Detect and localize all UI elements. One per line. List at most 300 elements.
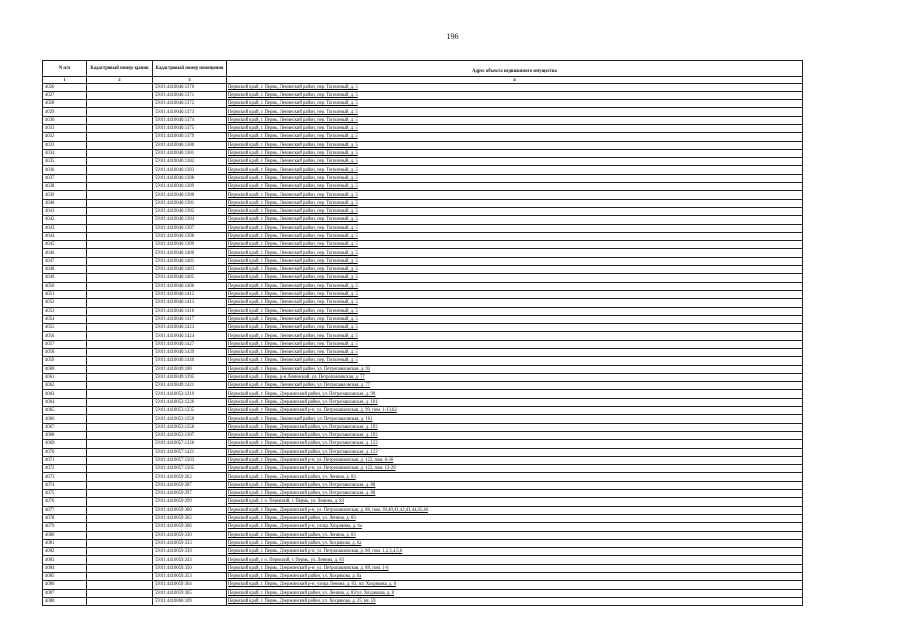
row-number: 4034 <box>43 149 87 157</box>
row-cad-building <box>87 141 153 149</box>
row-address: Пермский край, г. Пермь, Ленинский район, пер. Тополевый, д. 5 <box>228 142 358 148</box>
row-cad-room: 59:01:4410046:1383 <box>153 166 227 174</box>
row-cad-building <box>87 91 153 99</box>
row-cad-room: 59:01:4410046:1413 <box>153 299 227 307</box>
row-address: Пермский край, г. Пермь, Ленинский район, ул. Петропавловская, д. 77 <box>228 383 371 389</box>
row-number: 4060 <box>43 365 87 373</box>
row-cad-building <box>87 573 153 581</box>
row-cad-room: 59:01:4410046:1380 <box>153 141 227 149</box>
row-cad-building <box>87 514 153 522</box>
row-address-cell <box>227 149 803 157</box>
row-number: 4055 <box>43 324 87 332</box>
row-address-cell <box>227 514 803 522</box>
row-number: 4029 <box>43 108 87 116</box>
row-cad-building <box>87 149 153 157</box>
row-address-cell <box>227 332 803 340</box>
row-address-cell <box>227 465 803 473</box>
row-cad-room: 59:01:4410046:1424 <box>153 332 227 340</box>
table-row <box>43 290 803 298</box>
row-address: Пермский край, г. Пермь, Ленинский район, пер. Тополевый, д. 5 <box>228 92 358 98</box>
row-address-cell <box>227 83 803 91</box>
row-address: Пермский край, г. Пермь, Ленинский район, пер. Тополевый, д. 5 <box>228 151 358 157</box>
row-cad-building <box>87 108 153 116</box>
table-row <box>43 514 803 522</box>
row-cad-building <box>87 224 153 232</box>
table-row <box>43 490 803 498</box>
row-number: 4026 <box>43 83 87 91</box>
row-cad-building <box>87 266 153 274</box>
row-address-cell <box>227 224 803 232</box>
row-address: Пермский край, г. Пермь, Ленинский район, пер. Тополевый, д. 5 <box>228 350 358 356</box>
row-cad-room: 59:01:4410057:1421 <box>153 448 227 456</box>
row-cad-building <box>87 456 153 464</box>
row-cad-building <box>87 274 153 282</box>
row-address: Пермский край, г. Пермь, Ленинский район, пер. Тополевый, д. 5 <box>228 300 358 306</box>
row-cad-room: 59:01:4410046:1401 <box>153 257 227 265</box>
col-number-3: 3 <box>153 77 227 84</box>
row-number: 4031 <box>43 124 87 132</box>
row-address-cell <box>227 440 803 448</box>
row-number: 4072 <box>43 465 87 473</box>
table-row <box>43 207 803 215</box>
row-address: Пермский край, г. Пермь, Ленинский район, пер. Тополевый, д. 5 <box>228 292 358 298</box>
header-num: N п/п <box>43 61 87 77</box>
row-cad-room: 59:01:4410046:1389 <box>153 183 227 191</box>
table-row <box>43 149 803 157</box>
row-cad-room: 59:01:4410046:1390 <box>153 191 227 199</box>
row-address: Пермский край, г. Пермь, Ленинский район, пер. Тополевый, д. 5 <box>228 283 358 289</box>
table-row <box>43 166 803 174</box>
row-cad-room: 59:01:4410057:1326 <box>153 440 227 448</box>
row-address-cell <box>227 290 803 298</box>
row-cad-room: 59:01:4410053:1307 <box>153 431 227 439</box>
row-number: 4032 <box>43 133 87 141</box>
row-address-cell <box>227 506 803 514</box>
row-address: Пермский край, г. Пермь, Дзержинский р-н, ул. Петропавловская, д. 88, пом. 1-6 <box>228 565 389 571</box>
row-number: 4063 <box>43 390 87 398</box>
col-number-2: 2 <box>87 77 153 84</box>
row-number: 4062 <box>43 382 87 390</box>
row-number: 4066 <box>43 415 87 423</box>
row-cad-room: 59:01:4410059:306 <box>153 523 227 531</box>
table-row <box>43 440 803 448</box>
row-address: Пермский край, г. Пермь, Дзержинский р-н, ул. Петропавловская, д. 88, пом. 1,2,3,4,5,6 <box>228 549 403 555</box>
row-address: Пермский край, г. Пермь, Дзержинский район, ул. Петропавловская, д. 88 <box>228 491 376 497</box>
row-address: Пермский край, г. Пермь, Дзержинский р-н, улица Ленина, д. 83, пл. Хохрякова, д. 8 <box>228 582 396 588</box>
row-address-cell <box>227 266 803 274</box>
table-header <box>43 61 803 84</box>
table-row <box>43 274 803 282</box>
row-number: 4036 <box>43 166 87 174</box>
row-number: 4082 <box>43 548 87 556</box>
row-address-cell <box>227 498 803 506</box>
row-cad-room: 59:01:4410059:365 <box>153 589 227 597</box>
row-address-cell <box>227 481 803 489</box>
row-cad-building <box>87 216 153 224</box>
row-address: Пермский край, г. Пермь, Дзержинский район, ул. Ленина, д. 83 <box>228 474 356 480</box>
row-number: 4054 <box>43 315 87 323</box>
row-address-cell <box>227 556 803 564</box>
row-cad-room: 59:01:4410053:1256 <box>153 423 227 431</box>
row-number: 4067 <box>43 423 87 431</box>
row-address-cell <box>227 365 803 373</box>
row-number: 4070 <box>43 448 87 456</box>
row-address: Пермский край, г. Пермь, Ленинский район, пер. Тополевый, д. 5 <box>228 333 358 339</box>
row-address-cell <box>227 324 803 332</box>
row-address: Пермский край, г. Пермь, Ленинский район, пер. Тополевый, д. 5 <box>228 233 358 239</box>
table-row <box>43 340 803 348</box>
table-row <box>43 141 803 149</box>
row-number: 4051 <box>43 290 87 298</box>
row-address: Пермский край, г. Пермь, Ленинский район, пер. Тополевый, д. 5 <box>228 84 358 90</box>
row-number: 4071 <box>43 456 87 464</box>
row-number: 4045 <box>43 241 87 249</box>
row-address: Пермский край, г. Пермь, Дзержинский р-н, ул. Петропавловская, д. 99, пом. 1-13,62 <box>228 408 397 414</box>
row-address: Пермский край, г. Пермь, Ленинский район, пер. Тополевый, д. 5 <box>228 192 358 198</box>
table-row <box>43 456 803 464</box>
row-cad-building <box>87 249 153 257</box>
row-address-cell <box>227 274 803 282</box>
row-number: 4041 <box>43 207 87 215</box>
table-row <box>43 349 803 357</box>
row-cad-building <box>87 398 153 406</box>
row-address-cell <box>227 539 803 547</box>
row-cad-room: 59:01:4410053:1250 <box>153 415 227 423</box>
row-cad-room: 59:01:4410046:1382 <box>153 158 227 166</box>
row-number: 4053 <box>43 307 87 315</box>
row-address-cell <box>227 174 803 182</box>
row-cad-room: 59:01:4410060:109 <box>153 597 227 605</box>
row-number: 4073 <box>43 473 87 481</box>
row-cad-room: 59:01:4410049:1395 <box>153 373 227 381</box>
row-address-cell <box>227 299 803 307</box>
row-address-cell <box>227 199 803 207</box>
row-cad-building <box>87 116 153 124</box>
row-address-cell <box>227 415 803 423</box>
row-cad-room: 59:01:4410053:1235 <box>153 407 227 415</box>
table-row <box>43 133 803 141</box>
table-row <box>43 431 803 439</box>
row-cad-room: 59:01:4410046:1391 <box>153 199 227 207</box>
row-address-cell <box>227 108 803 116</box>
row-cad-building <box>87 481 153 489</box>
table-row <box>43 506 803 514</box>
row-cad-room: 59:01:4410059:364 <box>153 581 227 589</box>
col-number-4: 4 <box>227 77 803 84</box>
row-address-cell <box>227 581 803 589</box>
row-address: Пермский край, г. Пермь, Дзержинский р-н, улица Хохрякова, д. 6а <box>228 524 362 530</box>
row-cad-building <box>87 199 153 207</box>
row-address: Пермский край, г. Пермь, Дзержинский район, ул. Хохрякова, д. 6а <box>228 574 362 580</box>
row-address-cell <box>227 307 803 315</box>
row-address-cell <box>227 183 803 191</box>
table-row <box>43 365 803 373</box>
row-address: Пермский край, г. Пермь, Дзержинский район, ул. Петропавловская, д. 123 <box>228 449 378 455</box>
row-address-cell <box>227 116 803 124</box>
row-number: 4043 <box>43 224 87 232</box>
row-address: Пермский край, г. Пермь, Ленинский район, пер. Тополевый, д. 5 <box>228 258 358 264</box>
row-address: Пермский край, г. Пермь, Дзержинский район, ул. Ленина, д. 83 <box>228 532 356 538</box>
row-number: 4040 <box>43 199 87 207</box>
row-address-cell <box>227 340 803 348</box>
row-cad-building <box>87 241 153 249</box>
row-address-cell <box>227 216 803 224</box>
row-address: Пермский край, г. Пермь, Ленинский район, пер. Тополевый, д. 5 <box>228 200 358 206</box>
table-row <box>43 423 803 431</box>
row-number: 4084 <box>43 564 87 572</box>
row-address-cell <box>227 357 803 365</box>
row-number: 4046 <box>43 249 87 257</box>
row-cad-room: 59:01:4410046:1374 <box>153 116 227 124</box>
row-address-cell <box>227 141 803 149</box>
row-address: Пермский край, г. Пермь, Дзержинский район, ул. Хохрякова, д. 25, кв. 59 <box>228 599 376 605</box>
row-address: Пермский край, г. Пермь, Дзержинский район, ул. Ленина, д. 83 <box>228 516 356 522</box>
row-number: 4028 <box>43 100 87 108</box>
table-row <box>43 282 803 290</box>
row-cad-room: 59:01:4410059:353 <box>153 573 227 581</box>
row-address-cell <box>227 166 803 174</box>
row-address-cell <box>227 390 803 398</box>
row-address: Пермский край, г. Пермь, Ленинский район, пер. Тополевый, д. 5 <box>228 316 358 322</box>
row-number: 4068 <box>43 431 87 439</box>
row-cad-room: 59:01:4410049:108 <box>153 365 227 373</box>
table-row <box>43 158 803 166</box>
row-address: Пермский край, г. Пермь, Ленинский район, пер. Тополевый, д. 5 <box>228 134 358 140</box>
row-cad-building <box>87 299 153 307</box>
row-address: Пермский край, г. Пермь, Ленинский район, пер. Тополевый, д. 5 <box>228 225 358 231</box>
row-address-cell <box>227 382 803 390</box>
row-cad-building <box>87 183 153 191</box>
header-cad-building: Кадастровый номер здания <box>87 61 153 77</box>
row-cad-building <box>87 207 153 215</box>
row-address: Пермский край, г. Пермь, Дзержинский район, ул. Петропавловская, д. 103 <box>228 433 378 439</box>
table-row <box>43 299 803 307</box>
row-cad-building <box>87 166 153 174</box>
row-cad-room: 59:01:4410059:343 <box>153 556 227 564</box>
table-row <box>43 224 803 232</box>
row-number: 4078 <box>43 514 87 522</box>
row-cad-room: 59:01:4410046:1412 <box>153 290 227 298</box>
row-cad-room: 59:01:4410046:1427 <box>153 340 227 348</box>
row-address: Пермский край, г. Пермь, Дзержинский р-н, ул. Петропавловская, д. 123, пом. 6-30 <box>228 458 394 463</box>
row-address: Пермский край, г. Пермь, Дзержинский район, ул. Петропавловская, д. 99 <box>228 391 376 397</box>
table-row <box>43 315 803 323</box>
header-cad-room: Кадастровый номер помещения <box>153 61 227 77</box>
row-cad-building <box>87 589 153 597</box>
row-address: Пермский край, г. Пермь, Ленинский район, пер. Тополевый, д. 5 <box>228 250 358 256</box>
row-number: 4052 <box>43 299 87 307</box>
row-number: 4088 <box>43 597 87 605</box>
row-address: Пермский край, г. Пермь, Дзержинский район, ул. Петропавловская, д. 101 <box>228 399 378 405</box>
row-number: 4044 <box>43 232 87 240</box>
row-address-cell <box>227 407 803 415</box>
table-row <box>43 116 803 124</box>
table-row <box>43 556 803 564</box>
row-address-cell <box>227 448 803 456</box>
row-cad-building <box>87 506 153 514</box>
table-row <box>43 266 803 274</box>
row-number: 4079 <box>43 523 87 531</box>
row-address-cell <box>227 232 803 240</box>
table-row <box>43 548 803 556</box>
row-cad-room: 59:01:4410046:1379 <box>153 133 227 141</box>
row-address: Пермский край, г. Пермь, Ленинский район, пер. Тополевый, д. 5 <box>228 109 358 115</box>
row-cad-room: 59:01:4410046:1394 <box>153 216 227 224</box>
row-address: Пермский край, г. Пермь, Дзержинский р-н, ул. Петропавловская, д. 88, пом. 39,40,41,42,43,44,45,46 <box>228 507 428 513</box>
table-row <box>43 332 803 340</box>
row-cad-building <box>87 340 153 348</box>
row-address-cell <box>227 207 803 215</box>
row-address: Пермский край, г. Пермь, Ленинский район, пер. Тополевый, д. 5 <box>228 358 358 364</box>
row-cad-room: 59:01:4410046:1371 <box>153 91 227 99</box>
property-register-sheet <box>42 60 802 606</box>
table-row <box>43 241 803 249</box>
row-cad-building <box>87 382 153 390</box>
row-cad-building <box>87 539 153 547</box>
row-address: Пермский край, г. Пермь, р-н Ленинский, ул. Петропавловская, д. 77 <box>228 375 365 381</box>
row-address: Пермский край, г. Пермь, Дзержинский район, ул. Хохрякова, д. 6а <box>228 540 362 546</box>
row-address-cell <box>227 473 803 481</box>
row-number: 4065 <box>43 407 87 415</box>
row-address-cell <box>227 315 803 323</box>
row-cad-room: 59:01:4410059:297 <box>153 490 227 498</box>
row-address-cell <box>227 398 803 406</box>
row-cad-room: 59:01:4410046:1416 <box>153 307 227 315</box>
row-cad-room: 59:01:4410046:1373 <box>153 108 227 116</box>
row-cad-building <box>87 282 153 290</box>
col-number-1: 1 <box>43 77 87 84</box>
table-row <box>43 174 803 182</box>
table-row <box>43 124 803 132</box>
row-cad-building <box>87 531 153 539</box>
row-address-cell <box>227 548 803 556</box>
row-cad-room: 59:01:4410046:1372 <box>153 100 227 108</box>
table-row <box>43 382 803 390</box>
table-row <box>43 324 803 332</box>
row-cad-building <box>87 465 153 473</box>
row-address: Пермский край, г. Пермь, Ленинский район, пер. Тополевый, д. 5 <box>228 325 358 331</box>
table-row <box>43 481 803 489</box>
row-number: 4074 <box>43 481 87 489</box>
row-cad-building <box>87 158 153 166</box>
row-cad-room: 59:01:4410046:1398 <box>153 232 227 240</box>
row-cad-building <box>87 415 153 423</box>
row-number: 4035 <box>43 158 87 166</box>
table-row <box>43 407 803 415</box>
row-cad-building <box>87 390 153 398</box>
row-number: 4057 <box>43 340 87 348</box>
row-number: 4050 <box>43 282 87 290</box>
row-address: Пермский край, г. Пермь, Ленинский район, пер. Тополевый, д. 5 <box>228 117 358 123</box>
row-cad-building <box>87 357 153 365</box>
row-address-cell <box>227 490 803 498</box>
table-row <box>43 531 803 539</box>
row-cad-room: 59:01:4410046:1399 <box>153 241 227 249</box>
row-cad-building <box>87 257 153 265</box>
row-number: 4039 <box>43 191 87 199</box>
table-row <box>43 357 803 365</box>
row-number: 4086 <box>43 581 87 589</box>
row-number: 4064 <box>43 398 87 406</box>
row-cad-building <box>87 332 153 340</box>
row-cad-building <box>87 523 153 531</box>
table-row <box>43 589 803 597</box>
row-number: 4038 <box>43 183 87 191</box>
table-body <box>43 83 803 606</box>
row-address-cell <box>227 91 803 99</box>
row-address-cell <box>227 124 803 132</box>
row-address-cell <box>227 158 803 166</box>
row-address-cell <box>227 241 803 249</box>
row-cad-building <box>87 431 153 439</box>
page-number: 196 <box>446 32 459 41</box>
table-row <box>43 581 803 589</box>
row-address-cell <box>227 564 803 572</box>
row-cad-building <box>87 174 153 182</box>
row-address-cell <box>227 100 803 108</box>
row-cad-room: 59:01:4410057:1505 <box>153 465 227 473</box>
row-cad-building <box>87 232 153 240</box>
row-address-cell <box>227 456 803 464</box>
table-row <box>43 539 803 547</box>
row-cad-room: 59:01:4410046:1397 <box>153 224 227 232</box>
row-number: 4037 <box>43 174 87 182</box>
table-row <box>43 398 803 406</box>
table-row <box>43 448 803 456</box>
row-number: 4083 <box>43 556 87 564</box>
row-cad-building <box>87 124 153 132</box>
row-cad-building <box>87 290 153 298</box>
row-address-cell <box>227 249 803 257</box>
table-row <box>43 498 803 506</box>
row-cad-room: 59:01:4410059:302 <box>153 514 227 522</box>
table-row <box>43 465 803 473</box>
row-number: 4085 <box>43 573 87 581</box>
row-cad-room: 59:01:4410046:1392 <box>153 207 227 215</box>
row-number: 4080 <box>43 531 87 539</box>
row-cad-room: 59:01:4410059:287 <box>153 481 227 489</box>
table-row <box>43 232 803 240</box>
row-cad-building <box>87 307 153 315</box>
row-cad-building <box>87 564 153 572</box>
row-cad-building <box>87 581 153 589</box>
row-number: 4048 <box>43 266 87 274</box>
table-row <box>43 191 803 199</box>
row-number: 4049 <box>43 274 87 282</box>
row-cad-building <box>87 373 153 381</box>
table-row <box>43 373 803 381</box>
row-address-cell <box>227 282 803 290</box>
row-cad-room: 59:01:4410059:299 <box>153 498 227 506</box>
row-cad-building <box>87 315 153 323</box>
row-cad-room: 59:01:4410046:1406 <box>153 282 227 290</box>
row-cad-building <box>87 548 153 556</box>
row-cad-room: 59:01:4410059:300 <box>153 506 227 514</box>
row-address-cell <box>227 349 803 357</box>
table-row <box>43 390 803 398</box>
row-address-cell <box>227 191 803 199</box>
row-address: Пермский край, г. о. Пермский, г. Пермь, ул. Ленина, д. 83 <box>228 499 344 505</box>
table-row <box>43 597 803 605</box>
row-number: 4081 <box>43 539 87 547</box>
row-number: 4056 <box>43 332 87 340</box>
row-cad-room: 59:01:4410059:339 <box>153 548 227 556</box>
row-number: 4077 <box>43 506 87 514</box>
row-address-cell <box>227 133 803 141</box>
row-address-cell <box>227 431 803 439</box>
table-row <box>43 473 803 481</box>
row-number: 4061 <box>43 373 87 381</box>
